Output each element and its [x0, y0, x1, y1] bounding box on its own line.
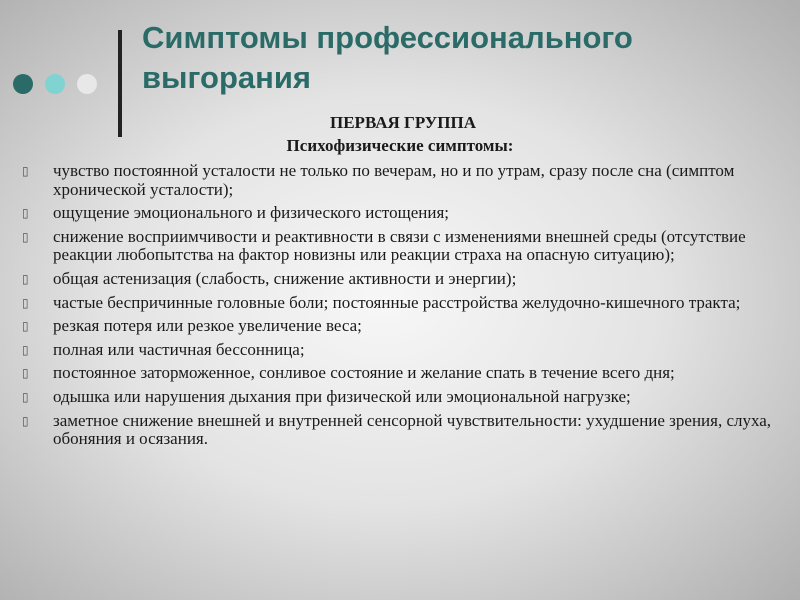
symptom-text: частые беспричинные головные боли; постоянные расстройства желудочно-кишечного тракта;	[53, 292, 741, 312]
bullet-icon: ▯	[22, 164, 29, 178]
bullet-icon: ▯	[22, 229, 29, 244]
group-subheading: Психофизические симптомы:	[286, 136, 514, 155]
symptom-list	[0, 162, 790, 454]
bullet-icon: ▯	[22, 295, 29, 310]
symptom-text: одышка или нарушения дыхания при физической или эмоциональной нагрузке;	[53, 386, 631, 406]
bullet-icon: ▯	[22, 319, 29, 334]
symptom-text: постоянное заторможенное, сонливое состояние и желание спать в течение всего дня;	[53, 363, 675, 383]
slide-title: Симптомы профессионального выгорания	[142, 20, 633, 95]
group-heading	[0, 113, 800, 133]
dot-dark-teal	[13, 74, 33, 94]
symptom-item	[0, 388, 790, 407]
symptom-text: общая астенизация (слабость, снижение активности и энергии);	[53, 268, 517, 288]
dot-light-teal	[45, 74, 65, 94]
symptom-item	[0, 412, 790, 449]
bullet-icon: ▯	[22, 206, 29, 221]
decorative-dots	[13, 74, 97, 94]
symptom-item	[0, 294, 790, 313]
bullet-icon: ▯	[22, 342, 29, 357]
symptom-text: полная или частичная бессонница;	[53, 339, 305, 359]
symptom-item	[0, 364, 790, 383]
bullet-icon: ▯	[22, 366, 29, 381]
group-heading-text: ПЕРВАЯ ГРУППА	[330, 113, 476, 132]
symptom-item	[0, 317, 790, 336]
symptom-text: снижение восприимчивости и реактивности в связи с изменениями внешней среды (отсутствие реакции любопытства на фактор новизны или реакции страха на опасную ситуацию);	[53, 226, 746, 265]
symptom-text: чувство постоянной усталости не только по вечерам, но и по утрам, сразу после сна (симптом хронической усталости);	[53, 161, 735, 199]
symptom-item	[0, 341, 790, 360]
symptom-text: резкая потеря или резкое увеличение веса;	[53, 316, 362, 336]
bullet-icon: ▯	[22, 271, 29, 286]
symptom-text: ощущение эмоционального и физического истощения;	[53, 203, 449, 223]
symptom-text: заметное снижение внешней и внутренней сенсорной чувствительности: ухудшение зрения, слуха, обоняния и осязания.	[53, 410, 772, 449]
symptom-item	[0, 270, 790, 289]
symptom-item	[0, 162, 790, 199]
symptom-item	[0, 228, 790, 265]
symptom-item	[0, 204, 790, 223]
dot-light-gray	[77, 74, 97, 94]
bullet-icon: ▯	[22, 413, 29, 428]
bullet-icon: ▯	[22, 389, 29, 404]
